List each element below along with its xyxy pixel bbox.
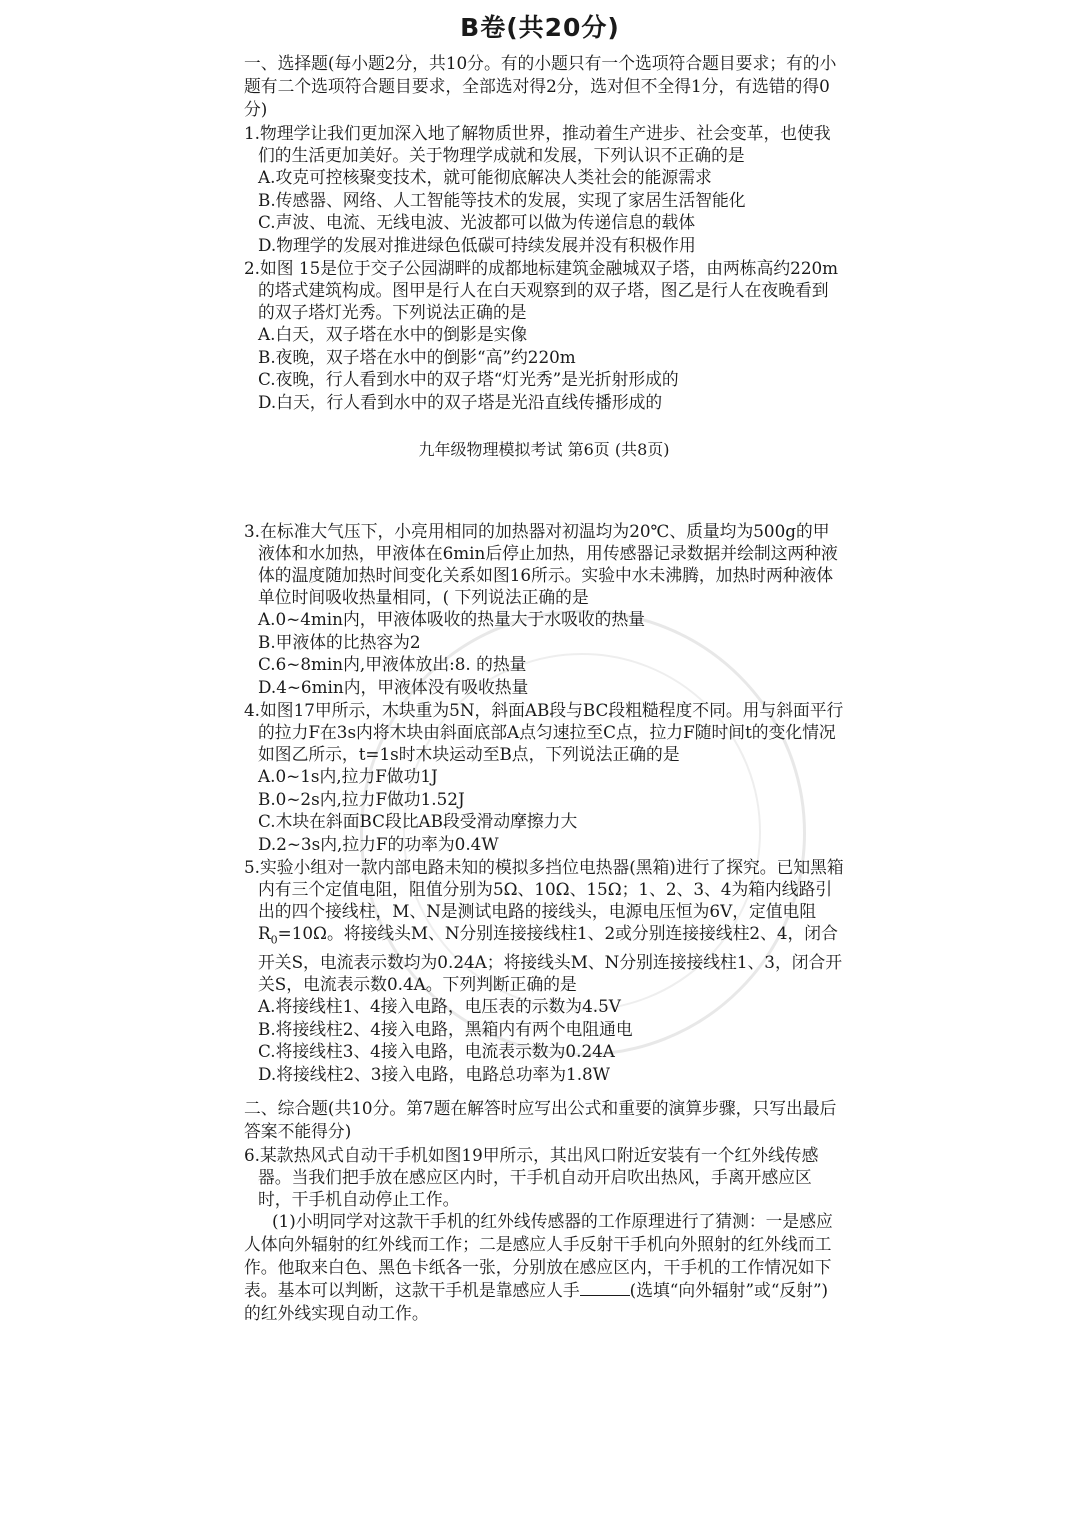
question-1 — [244, 122, 844, 256]
section1-heading: 一、选择题(每小题2分，共10分。有的小题只有一个选项符合题目要求；有的小题有二个选项符合题目要求，全部选对得2分，选对但不全得1分，有选错的得0分) — [244, 53, 837, 119]
question-5-option-d: D.将接线柱2、3接入电路，电路总功率为1.8W — [258, 1063, 610, 1084]
exam-page — [244, 0, 844, 1325]
page-footer: 九年级物理模拟考试 第6页 (共8页) — [418, 440, 670, 459]
question-5-stem-part-b: =10Ω。将接线头M、N分别连接接线柱1、2或分别连接接线柱2、4，闭合开关S，电流表示数均为0.24A；将接线头M、N分别连接接线柱1、3，闭合开关S，电流表示数0.4A。下列判断正确的是 — [258, 923, 843, 995]
question-2-option-c: C.夜晚，行人看到水中的双子塔“灯光秀”是光折射形成的 — [258, 369, 679, 389]
page-title: B卷(共20分) — [460, 13, 620, 42]
question-4-option-d: D.2~3s内,拉力F的功率为0.4W — [258, 833, 499, 854]
question-4 — [244, 699, 844, 855]
question-4-option-b: B.0~2s内,拉力F做功1.52J — [258, 788, 465, 809]
section2-heading: 二、综合题(共10分。第7题在解答时应写出公式和重要的演算步骤，只写出最后答案不能得分) — [244, 1098, 837, 1142]
answer-blank[interactable] — [580, 1281, 630, 1296]
question-3 — [244, 520, 844, 698]
question-1-option-a: A.攻克可控核聚变技术，就可能彻底解决人类社会的能源需求 — [258, 167, 712, 187]
question-4-option-c: C.木块在斜面BC段比AB段受滑动摩擦力大 — [258, 811, 578, 831]
question-3-option-d: D.4~6min内，甲液体没有吸收热量 — [258, 676, 529, 697]
question-3-option-a: A.0~4min内，甲液体吸收的热量大于水吸收的热量 — [258, 609, 646, 629]
question-5 — [244, 856, 844, 1085]
question-5-option-a: A.将接线柱1、4接入电路，电压表的示数为4.5V — [258, 996, 621, 1017]
question-1-stem: 1.物理学让我们更加深入地了解物质世界，推动着生产进步、社会变革，也使我们的生活更加美好。关于物理学成就和发展，下列认识不正确的是 — [244, 123, 831, 165]
question-2 — [244, 257, 844, 413]
resistor-subscript: 0 — [270, 933, 278, 947]
question-6-part-1-text-a: (1)小明同学对这款干手机的红外线传感器的工作原理进行了猜测：一是感应人体向外辐射的红外线而工作；二是感应人手反射干手机向外照射的红外线而工作。他取来白色、黑色卡纸各一张，分别放在感应区内，干手机的工作情况如下表。基本可以判断，这款干手机是靠感应人手 — [244, 1211, 833, 1301]
question-4-stem: 4.如图17甲所示，木块重为5N，斜面AB段与BC段粗糙程度不同。用与斜面平行的拉力F在3s内将木块由斜面底部A点匀速拉至C点，拉力F随时间t的变化情况如图乙所示，t=1s时木块运动至B点，下列说法正确的是 — [244, 700, 844, 764]
question-2-option-b: B.夜晚，双子塔在水中的倒影“高”约220m — [258, 346, 576, 367]
question-2-stem: 2.如图 15是位于交子公园湖畔的成都地标建筑金融城双子塔，由两栋高约220m的塔式建筑构成。图甲是行人在白天观察到的双子塔，图乙是行人在夜晚看到的双子塔灯光秀。下列说法正确的是 — [244, 258, 839, 322]
question-1-option-d: D.物理学的发展对推进绿色低碳可持续发展并没有积极作用 — [258, 234, 696, 255]
question-2-option-d: D.白天，行人看到水中的双子塔是光沿直线传播形成的 — [258, 391, 663, 412]
question-1-option-c: C.声波、电流、无线电波、光波都可以做为传递信息的载体 — [258, 212, 696, 232]
question-3-stem: 3.在标准大气压下，小亮用相同的加热器对初温均为20℃、质量均为500g的甲液体和水加热，甲液体在6min后停止加热，用传感器记录数据并绘制这两种液体的温度随加热时间变化关系如图16所示。实验中水未沸腾，加热时两种液体单位时间吸收热量相同，( 下列说法正确的是 — [244, 521, 838, 607]
question-6-part-1 — [244, 1210, 844, 1325]
question-4-option-a: A.0~1s内,拉力F做功1J — [258, 766, 438, 786]
question-5-option-c: C.将接线柱3、4接入电路，电流表示数为0.24A — [258, 1041, 615, 1062]
question-2-option-a: A.白天，双子塔在水中的倒影是实像 — [258, 324, 528, 344]
question-5-option-b: B.将接线柱2、4接入电路，黑箱内有两个电阻通电 — [258, 1018, 633, 1039]
question-1-option-b: B.传感器、网络、人工智能等技术的发展，实现了家居生活智能化 — [258, 189, 746, 210]
question-3-option-b: B.甲液体的比热容为2 — [258, 631, 421, 652]
question-5-stem-part-a: 5.实验小组对一款内部电路未知的模拟多挡位电热器(黑箱)进行了探究。已知黑箱内有三个定值电阻，阻值分别为5Ω、10Ω、15Ω；1、2、3、4为箱内线路引出的四个接线柱，M、N是测试电路的接线头，电源电压恒为6V，定值电阻R — [244, 857, 844, 943]
question-5-stem — [244, 856, 844, 995]
question-3-option-c: C.6~8min内,甲液体放出:8. 的热量 — [258, 654, 527, 674]
question-6 — [244, 1144, 844, 1325]
question-6-part-1-text-b: (选填“向外辐射”或“反射”)的红外线实现自动工作。 — [244, 1280, 829, 1324]
question-6-stem: 6.某款热风式自动干手机如图19甲所示，其出风口附近安装有一个红外线传感器。当我们把手放在感应区内时，干手机自动开启吹出热风，手离开感应区时，干手机自动停止工作。 — [244, 1145, 819, 1210]
